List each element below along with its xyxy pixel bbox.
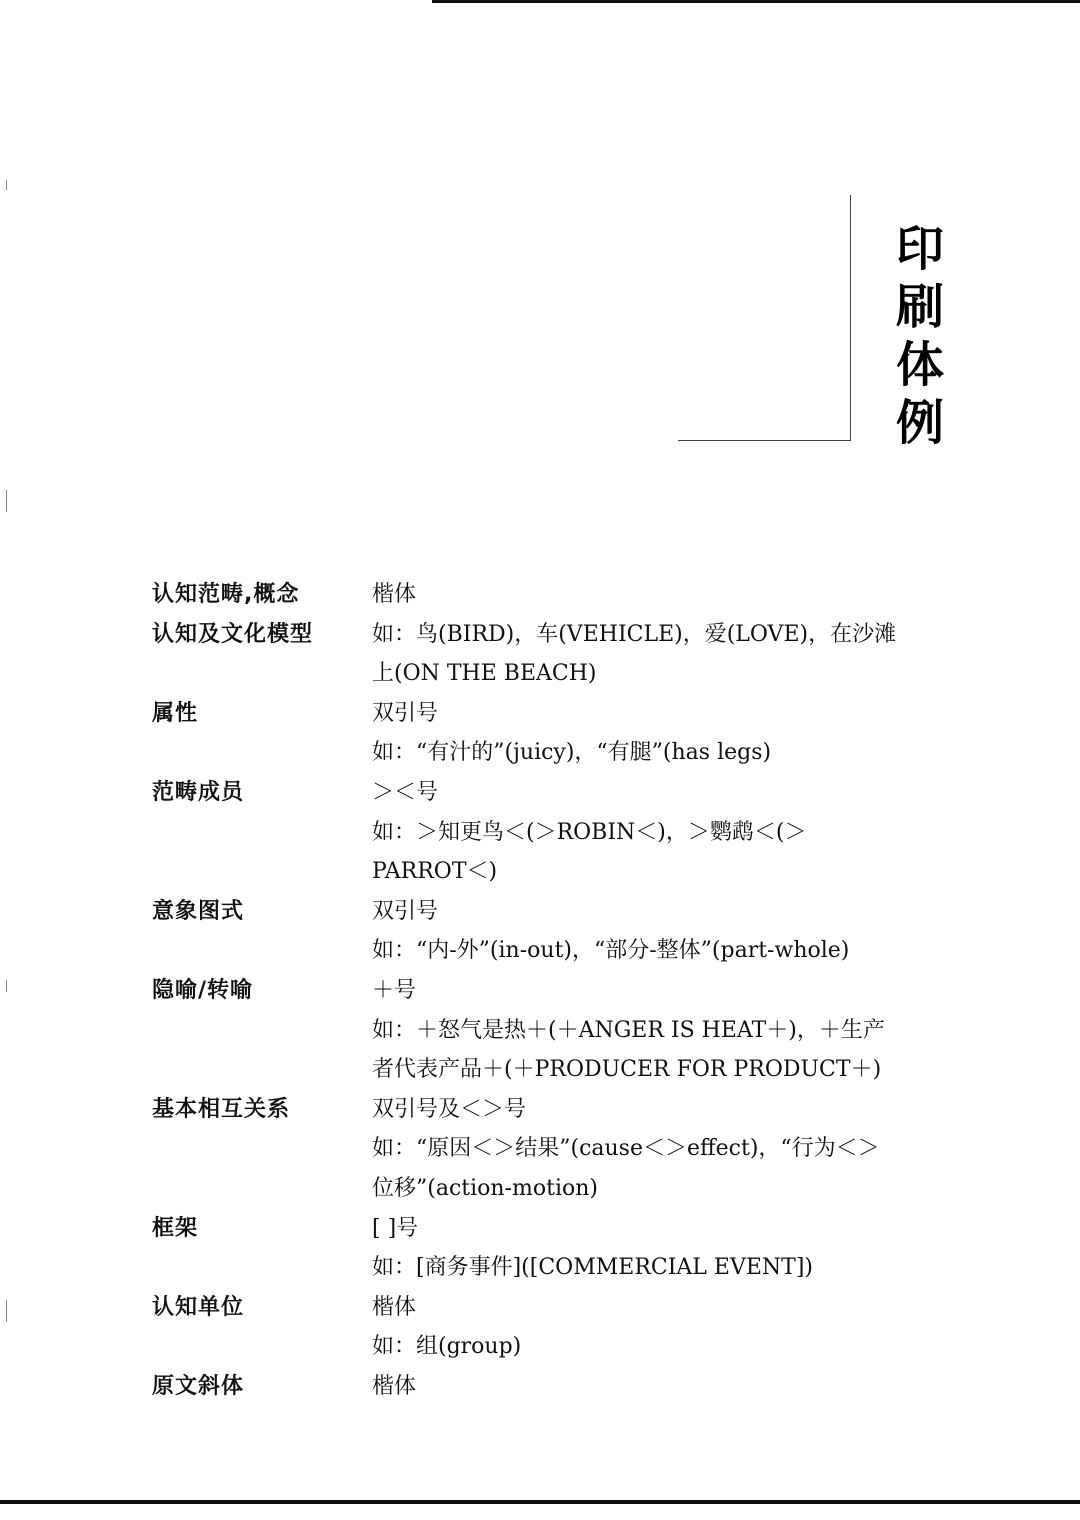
entry-description	[372, 892, 947, 971]
entry-line: 楷体	[372, 1373, 417, 1399]
entry-term: 认知及文化模型	[152, 621, 314, 647]
scan-mark	[6, 980, 7, 992]
entry-image-schema	[152, 892, 962, 971]
entry-line: 如：“内-外”(in-out)，“部分-整体”(part-whole)	[372, 938, 850, 964]
entry-original-italics	[152, 1367, 962, 1407]
entry-line: 双引号及＜＞号	[372, 1096, 527, 1122]
entry-category-member	[152, 773, 962, 892]
entry-description	[372, 1288, 947, 1367]
scan-mark	[6, 180, 7, 190]
bottom-rule	[0, 1500, 1080, 1504]
entry-description	[372, 575, 947, 615]
entry-line: ＋号	[372, 977, 417, 1003]
entry-line: [ ]号	[372, 1215, 419, 1241]
entry-line: 双引号	[372, 898, 439, 924]
entry-metaphor-metonymy	[152, 971, 962, 1090]
scan-mark	[6, 1300, 7, 1322]
entry-line: 如：鸟(BIRD)，车(VEHICLE)，爱(LOVE)，在沙滩	[372, 621, 897, 647]
entry-attribute	[152, 694, 962, 773]
entry-term: 框架	[152, 1215, 199, 1241]
title-horizontal-rule	[678, 440, 851, 441]
title-vertical-rule	[850, 195, 851, 440]
entry-cognitive-unit	[152, 1288, 962, 1367]
entry-line: 如：＞知更鸟＜(＞ROBIN＜)，＞鹦鹉＜(＞	[372, 819, 807, 845]
entry-term: 属性	[152, 700, 199, 726]
title-char: 刷	[895, 279, 944, 335]
entry-line: 上(ON THE BEACH)	[372, 661, 597, 687]
entry-line: 楷体	[372, 1294, 417, 1320]
entry-line: ＞＜号	[372, 779, 439, 805]
title-char: 例	[895, 395, 944, 451]
conventions-list	[152, 575, 962, 1406]
entry-line: 如：“有汁的”(juicy)，“有腿”(has legs)	[372, 740, 772, 766]
entry-line: 者代表产品＋(＋PRODUCER FOR PRODUCT＋)	[372, 1057, 882, 1083]
entry-description	[372, 1090, 947, 1209]
entry-description	[372, 1209, 947, 1288]
page-title	[885, 220, 955, 452]
entry-term: 隐喻/转喻	[152, 977, 254, 1003]
title-char: 体	[895, 337, 944, 393]
entry-line: 如：[商务事件]([COMMERCIAL EVENT])	[372, 1255, 813, 1281]
entry-term: 认知范畴,概念	[152, 582, 300, 607]
title-char: 印	[895, 221, 944, 277]
entry-line: 如：“原因＜＞结果”(cause＜＞effect)，“行为＜＞	[372, 1136, 880, 1162]
entry-term: 认知单位	[152, 1294, 245, 1320]
entry-line: 如：组(group)	[372, 1334, 522, 1360]
entry-frame	[152, 1209, 962, 1288]
scan-mark	[6, 490, 7, 512]
top-rule	[432, 0, 1080, 3]
entry-description	[372, 773, 947, 892]
entry-line: 楷体	[372, 582, 417, 607]
entry-description	[372, 971, 947, 1090]
entry-term: 意象图式	[152, 898, 245, 924]
entry-description	[372, 694, 947, 773]
entry-basic-relation	[152, 1090, 962, 1209]
entry-description	[372, 1367, 947, 1407]
entry-description	[372, 615, 947, 694]
entry-line: PARROT＜)	[372, 859, 498, 885]
entry-term: 范畴成员	[152, 779, 245, 805]
entry-line: 位移”(action-motion)	[372, 1175, 598, 1201]
entry-term: 基本相互关系	[152, 1096, 291, 1122]
entry-cultural-model	[152, 615, 962, 694]
entry-line: 如：＋怒气是热＋(＋ANGER IS HEAT＋)，＋生产	[372, 1017, 885, 1043]
entry-line: 双引号	[372, 700, 439, 726]
entry-term: 原文斜体	[152, 1373, 245, 1399]
entry-cognitive-category	[152, 575, 962, 615]
